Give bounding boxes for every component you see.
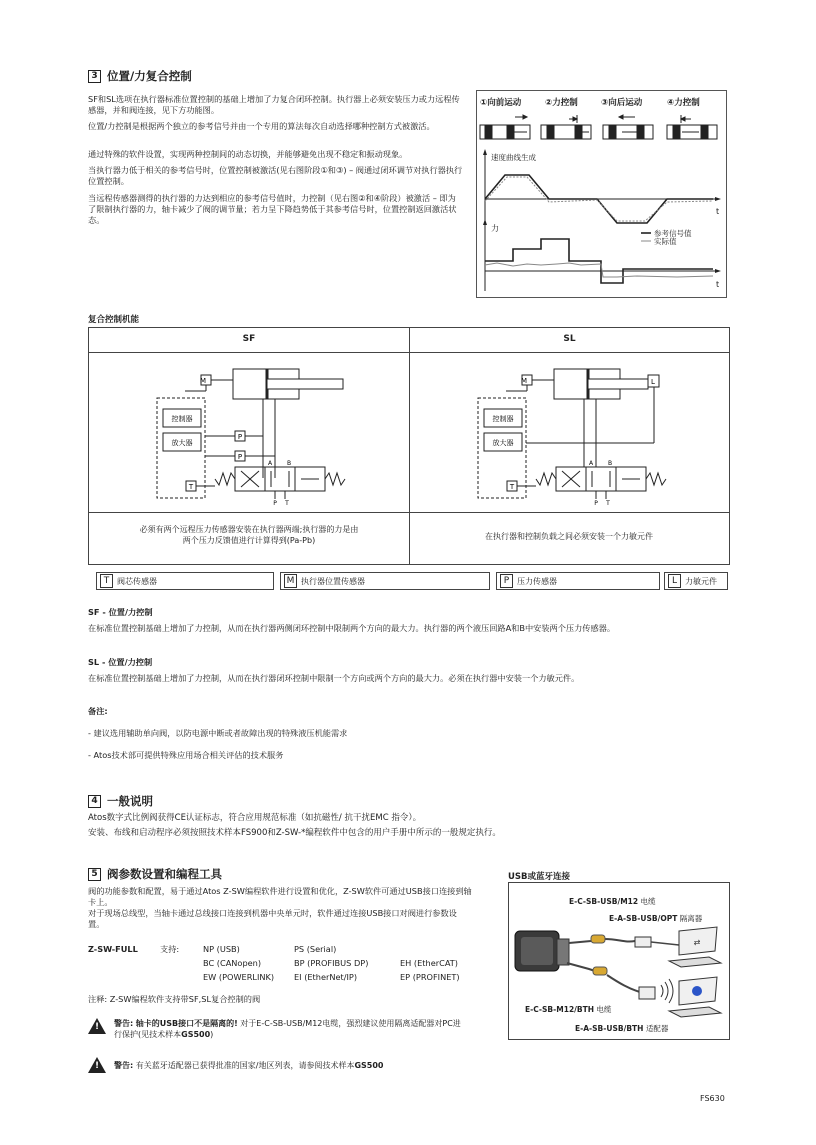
adapter1-label: E-A-SB-USB/OPT — [609, 914, 678, 923]
section-number: 3 — [88, 70, 101, 83]
sl-note: 在执行器和控制负载之间必须安装一个力敏元件 — [485, 532, 653, 541]
force-t-label: t — [716, 280, 720, 289]
sf-p2-label: P — [237, 453, 243, 461]
section-title: 一般说明 — [107, 794, 153, 808]
warn1-emph: 轴卡的USB接口不是隔离的! — [135, 1019, 238, 1028]
usb-diagram-title: USB或蓝牙连接 — [508, 872, 571, 882]
sl-port-t: T — [606, 500, 610, 507]
legend-label: 执行器位置传感器 — [301, 576, 365, 586]
usb-diagram — [508, 882, 730, 1040]
protocol-np: NP (USB) — [203, 944, 240, 954]
section-3-heading — [88, 68, 192, 84]
section-3-para-3: 通过特殊的软件设置，实现两种控制间的动态切换，并能够避免出现不稳定和振动现象。 — [88, 149, 408, 159]
sf-section-text: 在标准位置控制基础上增加了力控制，从而在执行器两侧闭环控制中限制两个方向的最大力。执行器的两个液压回路A和B中安装两个压力传感器。 — [88, 623, 616, 633]
sl-port-a: A — [588, 460, 594, 467]
section-5-para-1: 阀的功能参数和配置，易于通过Atos Z-SW编程软件进行设置和优化，Z-SW软件可通过USB接口连接到轴卡上。 — [88, 886, 472, 907]
velocity-label: 速度曲线生成 — [491, 153, 536, 162]
warn2-ref: GS500 — [354, 1061, 384, 1070]
sf-note: 必须有两个远程压力传感器安装在执行器两端;执行器的力是由两个压力反馈值进行计算得到(Pa-Pb) — [139, 525, 359, 545]
force-label: 力 — [491, 224, 499, 233]
section-title: 阀参数设置和编程工具 — [107, 867, 222, 881]
protocol-eh: EH (EtherCAT) — [400, 958, 458, 968]
section-3-para-1: SF和SL选项在执行器标准位置控制的基础上增加了力复合闭环控制。执行器上必须安装压力或力远程传感器，并和阀连接，见下方功能图。 — [88, 94, 460, 115]
sf-t-label: T — [188, 483, 194, 491]
laptop-icon-1 — [669, 927, 721, 967]
section-4-line-2: 安装、布线和启动程序必须按照技术样本FS900和Z-SW-*编程软件中包含的用户手册中所示的一般规定执行。 — [88, 828, 501, 838]
sf-port-t: T — [285, 500, 289, 507]
section-5-para-2: 对于现场总线型，当轴卡通过总线接口连接到机器中央单元时，软件通过连接USB接口对阀进行参数设置。 — [88, 908, 457, 929]
legend-item-l — [664, 572, 728, 590]
isolator-icon — [635, 937, 651, 947]
sf-p1-label: P — [237, 433, 243, 441]
legend-ref-label: 参考信号值 — [654, 229, 692, 238]
phase-label-3: ③向后运动 — [601, 98, 643, 108]
sf-amplifier-label: 放大器 — [171, 439, 193, 447]
sl-section-text: 在标准位置控制基础上增加了力控制，从而在执行器闭环控制中限制一个方向或两个方向的最大力。必须在执行器中安装一个力敏元件。 — [88, 673, 580, 683]
legend-label: 力敏元件 — [685, 576, 717, 586]
table-divider-h2 — [89, 512, 729, 513]
col-header-sf: SF — [242, 334, 256, 344]
valve-driver-device — [515, 931, 569, 971]
warn2-prefix: 警告: — [114, 1061, 134, 1070]
section-3-para-2: 位置/力控制是根据两个独立的参考信号并由一个专用的算法每次自动选择哪种控制方式被激活。 — [88, 121, 435, 131]
actuator-icon-1 — [480, 115, 530, 139]
cable1-suffix: 电缆 — [640, 897, 656, 906]
sf-dashed-box — [157, 398, 205, 498]
phase-diagram-graphics — [477, 111, 726, 297]
sf-section-title: SF - 位置/力控制 — [88, 607, 153, 617]
sl-port-b: B — [607, 460, 613, 467]
warning-2 — [88, 1057, 508, 1073]
warn1-prefix: 警告: — [114, 1019, 134, 1028]
protocol-ei: EI (EtherNet/IP) — [294, 972, 358, 982]
adapter1-suffix: 隔离器 — [679, 914, 703, 923]
functional-table — [88, 327, 730, 565]
warn1-text: 对于E-C-SB-USB/M12电缆，强烈建议使用隔离适配器对PC进行保护(见技术样本 — [114, 1019, 461, 1039]
phase-chart — [476, 90, 727, 298]
remarks-title: 备注: — [88, 706, 108, 716]
sl-section-title: SL - 位置/力控制 — [88, 657, 153, 667]
sf-m-label: M — [199, 377, 207, 385]
section-3-para-5: 当远程传感器测得的执行器的力达到相应的参考信号值时，力控制（见右图②和④阶段）被激活 – 即为了限制执行器的力，轴卡减少了阀的调节量；若力呈下降趋势低于其参考信号时，位置控制返回激活状态。 — [88, 193, 457, 225]
velocity-t-label: t — [716, 207, 720, 216]
legend-label: 阀芯传感器 — [117, 576, 157, 586]
sl-t-label: T — [509, 483, 515, 491]
warn2-text: 有关蓝牙适配器已获得批准的国家/地区列表，请参阅技术样本 — [133, 1061, 355, 1070]
protocol-bc: BC (CANopen) — [203, 958, 262, 968]
connector-1-icon — [591, 935, 605, 943]
legend-item-t — [96, 572, 274, 590]
sl-l-label: L — [651, 378, 655, 386]
sl-port-p: P — [594, 500, 598, 507]
legend-label: 压力传感器 — [517, 576, 557, 586]
adapter2-suffix: 适配器 — [645, 1024, 669, 1033]
zsw-support-label: 支持: — [160, 944, 180, 954]
sl-schematic — [410, 353, 729, 512]
phase-label-1: ①向前运动 — [480, 98, 522, 108]
protocol-ew: EW (POWERLINK) — [203, 972, 275, 982]
protocol-ep: EP (PROFINET) — [400, 972, 460, 982]
usb-diagram-graphics — [509, 883, 729, 1039]
page-footer-code: FS630 — [700, 1094, 725, 1103]
sf-controller-label: 控制器 — [171, 415, 193, 423]
legend-symbol: M — [284, 574, 297, 588]
section-title: 位置/力复合控制 — [107, 69, 192, 83]
actuator-icon-2 — [541, 115, 591, 139]
legend-symbol: P — [500, 574, 513, 588]
remarks-item-2: - Atos技术部可提供特殊应用场合相关评估的技术服务 — [88, 750, 284, 760]
legend-item-m — [280, 572, 490, 590]
actuator-icon-3 — [603, 115, 653, 139]
warn1-ref: GS500 — [181, 1030, 211, 1039]
sf-port-a: A — [267, 460, 273, 467]
section-5-note: 注释: Z-SW编程软件支持带SF,SL复合控制的阀 — [88, 994, 261, 1004]
sl-controller-label: 控制器 — [492, 415, 514, 423]
sl-dashed-box — [478, 398, 526, 498]
phase-label-4: ④力控制 — [667, 98, 700, 108]
sf-schematic — [89, 353, 409, 512]
section-5-heading — [88, 866, 222, 882]
svg-text:⇄: ⇄ — [693, 938, 701, 947]
cable1-label: E-C-SB-USB/M12 — [569, 897, 639, 906]
actuator-icon-4 — [667, 115, 717, 139]
functional-title: 复合控制机能 — [88, 315, 140, 325]
warn1-tail: ) — [210, 1030, 214, 1039]
section-3-para-4: 当执行器力低于相关的参考信号时，位置控制被激活(见右图阶段①和③) – 阀通过闭环调节对执行器执行位置控制。 — [88, 165, 463, 186]
cable2-suffix: 电缆 — [596, 1005, 612, 1014]
laptop-icon-2 — [669, 977, 721, 1017]
bluetooth-icon — [692, 986, 702, 996]
legend-item-p — [496, 572, 660, 590]
zsw-name: Z-SW-FULL — [88, 944, 138, 954]
adapter2-label: E-A-SB-USB/BTH — [575, 1024, 644, 1033]
remarks-item-1: - 建议选用辅助单向阀，以防电源中断或者故障出现的特殊液压机能需求 — [88, 728, 348, 738]
section-number: 5 — [88, 868, 101, 881]
protocol-bp: BP (PROFIBUS DP) — [294, 958, 369, 968]
section-4-line-1: Atos数字式比例阀获得CE认证标志，符合应用规范标准（如抗磁性/ 抗干扰EMC 指令）。 — [88, 813, 422, 823]
section-4-heading — [88, 793, 153, 809]
legend-actual-label: 实际值 — [654, 237, 677, 246]
cable2-label: E-C-SB-M12/BTH — [525, 1005, 595, 1014]
bt-adapter-icon — [639, 987, 655, 999]
sl-amplifier-label: 放大器 — [492, 439, 514, 447]
phase-label-2: ②力控制 — [545, 98, 578, 108]
connector-2-icon — [593, 967, 607, 975]
sf-port-p: P — [273, 500, 277, 507]
col-header-sl: SL — [563, 334, 576, 344]
section-number: 4 — [88, 795, 101, 808]
legend-symbol: L — [668, 574, 681, 588]
sf-port-b: B — [286, 460, 292, 467]
warning-1 — [88, 1018, 468, 1040]
legend-symbol: T — [100, 574, 113, 588]
warning-icon: ! — [88, 1057, 106, 1073]
warning-icon: ! — [88, 1018, 106, 1034]
protocol-ps: PS (Serial) — [294, 944, 337, 954]
sl-m-label: M — [520, 377, 528, 385]
wireless-icon — [661, 979, 673, 1003]
